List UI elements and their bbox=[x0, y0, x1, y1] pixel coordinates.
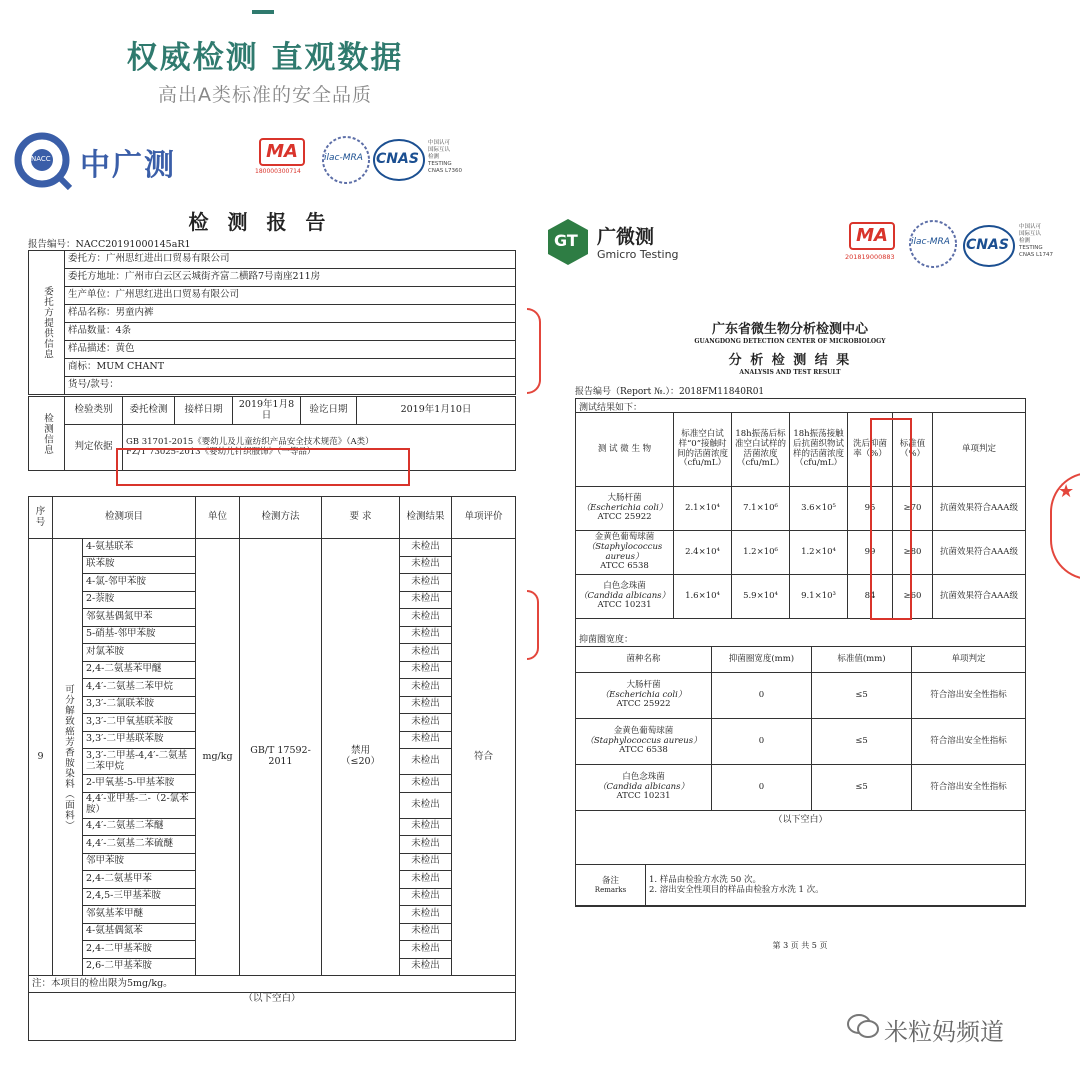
center-name: 广东省微生物分析检测中心 bbox=[711, 322, 868, 337]
zone-width: 0 bbox=[712, 719, 812, 765]
lab-name-cn: 广微测 bbox=[597, 226, 655, 248]
table-row bbox=[576, 719, 1026, 765]
test-item: 4,4′-二氨基二苯醚 bbox=[83, 818, 196, 836]
zone-width: 0 bbox=[712, 673, 812, 719]
inhibition-table: 菌种名称 抑菌圈宽度(mm) 标准值(mm) 单项判定 大肠杆菌 （Escherichia coli） ATCC 25922 0 ≤5 符合溶出安全性指标 金黄色葡萄球菌 （Staphylococcus aureus） ATCC 6538 0 ≤5 符合溶出安全性指标 白色念珠菌 （Candida albicans） ATCC 10231 0 ≤5 符合溶出安全性指标 bbox=[575, 646, 1026, 811]
remark-line: 1. 样品由检验方水洗 50 次。 bbox=[649, 874, 762, 885]
gmicro-logo-icon: GT bbox=[547, 218, 589, 266]
page-number: 第 3 页 共 5 页 bbox=[772, 941, 828, 950]
report-number: 报告编号（Report №.）：2018FM11840R01 bbox=[575, 387, 765, 397]
result-cell: 未检出 bbox=[400, 853, 452, 871]
test-item: 2,4-二氨基苯甲醚 bbox=[83, 661, 196, 679]
conc-sample: 9.1×10³ bbox=[790, 575, 848, 619]
result-cell: 未检出 bbox=[400, 818, 452, 836]
cnas-cert-icon: CNAS bbox=[963, 224, 1015, 268]
highlight-box bbox=[116, 448, 410, 486]
result-cell: 未检出 bbox=[400, 792, 452, 818]
highlight-box bbox=[870, 418, 912, 620]
item-judgement: 符合溶出安全性指标 bbox=[912, 719, 1026, 765]
test-item: 2,4-二氨基甲苯 bbox=[83, 871, 196, 889]
stamp-fragment-right: ★ bbox=[1050, 472, 1080, 580]
result-cell: 未检出 bbox=[400, 906, 452, 924]
detection-limit-note: 注：本项目的检出限为5mg/kg。 bbox=[29, 976, 516, 993]
client-row: 生产单位：广州思红进出口贸易有限公司 bbox=[65, 287, 516, 305]
result-cell: 未检出 bbox=[400, 696, 452, 714]
nacc-logo-icon bbox=[14, 132, 72, 190]
table-row bbox=[576, 765, 1026, 811]
organism-atcc: ATCC 25922 bbox=[616, 699, 671, 710]
table-row bbox=[576, 487, 1026, 531]
basis-line-1: GB 31701-2015《婴幼儿及儿童纺织产品安全技术规范》（A类） bbox=[126, 436, 374, 447]
client-row: 商标：MUM CHANT bbox=[65, 359, 516, 377]
organism-latin: （Candida albicans） bbox=[579, 590, 671, 601]
report-title: 检 测 报 告 bbox=[188, 210, 332, 234]
wechat-icon bbox=[846, 1012, 880, 1040]
standard-value: ≥60 bbox=[893, 575, 933, 619]
organism-atcc: ATCC 10231 bbox=[616, 791, 671, 802]
client-row: 委托方地址：广州市白云区云城街齐富二横路7号南座211房 bbox=[65, 269, 516, 287]
table-row bbox=[29, 539, 516, 557]
stamp-fragment-left bbox=[527, 308, 541, 394]
test-item: 邻氨基苯甲醚 bbox=[83, 906, 196, 924]
test-item: 4,4′-二氨基二苯硫醚 bbox=[83, 836, 196, 854]
result-cell: 未检出 bbox=[400, 679, 452, 697]
test-item: 对氯苯胺 bbox=[83, 644, 196, 662]
test-item: 2,4-二甲基苯胺 bbox=[83, 941, 196, 959]
organism-latin: （Escherichia coli） bbox=[581, 502, 668, 513]
organism-atcc: ATCC 6538 bbox=[619, 745, 668, 756]
center-name-en: GUANGDONG DETECTION CENTER OF MICROBIOLOGY bbox=[694, 338, 886, 345]
cnas-caption: 中国认可 国际互认 检测 TESTING CNAS L7360 bbox=[428, 140, 463, 174]
stamp-fragment-left-2 bbox=[527, 590, 539, 660]
basis-line-2: FZ/T 73025-2013《婴幼儿针织服饰》（一等品） bbox=[126, 446, 316, 457]
result-cell: 未检出 bbox=[400, 923, 452, 941]
ilac-cert-icon: ilac-MRA bbox=[907, 218, 959, 270]
test-item: 3,3′-二甲基联苯胺 bbox=[83, 731, 196, 749]
test-item: 3,3′-二甲基-4,4′-二氨基二苯甲烷 bbox=[83, 749, 196, 775]
lab-name-en: Gmicro Testing bbox=[597, 248, 679, 261]
standard-value: ≥70 bbox=[893, 487, 933, 531]
cnas-caption: 中国认可 国际互认 检测 TESTING CNAS L1747 bbox=[1019, 224, 1054, 258]
organism-name: 大肠杆菌 bbox=[626, 679, 661, 690]
result-cell: 未检出 bbox=[400, 556, 452, 574]
test-item: 2,4,5-三甲基苯胺 bbox=[83, 888, 196, 906]
client-row: 样品数量：4条 bbox=[65, 323, 516, 341]
ilac-cert-icon: ilac-MRA bbox=[320, 134, 372, 186]
antibacterial-table: 测 试 微 生 物 标准空白试样“0”接触时间的活菌浓度（cfu/mL） 18h振荡后标准空白试样的活菌浓度（cfu/mL） 18h振荡接触后抗菌织物试样的活菌浓度（cfu/mL） 洗后抑菌率（%） 标准值（%） 单项判定 大肠杆菌 （Escherichia coli） ATCC 25922 2.1×10⁴ 7.1×10⁶ 3.6×10⁵ 95 ≥70 抗菌效果符合AAA级 金黄色葡萄球菌 （Staphylococcus aureus） ATCC 6538 2.4×10⁴ 1.2×10⁶ 1.2×10⁴ 99 ≥80 抗菌效果符合AAA级 白色念珠菌 （Candida albicans） ATCC 10231 1.6×10⁴ 5.9×10⁴ 9.1×10³ 84 ≥60 抗菌效果符合AAA级 bbox=[575, 412, 1026, 619]
result-cell: 未检出 bbox=[400, 714, 452, 732]
standard-value: ≤5 bbox=[812, 765, 912, 811]
remarks-table bbox=[575, 864, 1026, 907]
left-report bbox=[10, 122, 528, 1072]
zone-width: 0 bbox=[712, 765, 812, 811]
item-judgement: 符合溶出安全性指标 bbox=[912, 765, 1026, 811]
results-table: 序号 检测项目 单位 检测方法 要 求 检测结果 单项评价 9 可分解致癌芳香胺染料（面料） 4-氨基联苯 mg/kg GB/T 17592-2011 禁用 （≤20） 未检出 符合 联苯胺 未检出 4-氯-邻甲苯胺 未检出 2-萘胺 未检出 邻氨基偶氮甲苯 未检出 5-硝基-邻甲苯胺 未检出 对氯苯胺 未检出 2,4-二氨基苯甲醚 未检出 4,4′-二氨基二苯甲烷 未检出 3,3′-二氯联苯胺 未检出 3,3′-二甲氧基联苯胺 未检出 3,3′-二甲基联苯胺 未检出 3,3′-二甲基-4,4′-二氨基二苯甲烷 未检出 2-甲氧基-5-甲基苯胺 未检出 4,4′-亚甲基-二-（2-氯苯胺） 未检出 4,4′-二氨基二苯醚 未检出 4,4′-二氨基二苯硫醚 未检出 邻甲苯胺 未检出 2,4-二氨基甲苯 未检出 2,4,5-三甲基苯胺 未检出 邻氨基苯甲醚 未检出 4-氨基偶氮苯 未检出 2,4-二甲基苯胺 未检出 2,6-二甲基苯胺 未检出 注：本项目的检出限为5mg/kg。 （以下空白） bbox=[28, 496, 516, 1041]
judgement-cell: 符合 bbox=[452, 539, 516, 976]
row-number: 9 bbox=[29, 539, 53, 976]
client-info-table bbox=[28, 250, 516, 395]
standard-value: ≤5 bbox=[812, 719, 912, 765]
result-cell: 未检出 bbox=[400, 644, 452, 662]
organism-latin: （Staphylococcus aureus） bbox=[585, 735, 702, 746]
result-cell: 未检出 bbox=[400, 626, 452, 644]
method-cell: GB/T 17592-2011 bbox=[240, 539, 322, 976]
remarks-label: 备注 bbox=[601, 875, 619, 886]
result-cell: 未检出 bbox=[400, 871, 452, 889]
item-judgement: 抗菌效果符合AAA级 bbox=[933, 531, 1026, 575]
right-report bbox=[535, 200, 1080, 980]
client-row: 货号/款号： bbox=[65, 377, 516, 395]
standard-value: ≤5 bbox=[812, 673, 912, 719]
table-row bbox=[576, 575, 1026, 619]
test-item: 邻甲苯胺 bbox=[83, 853, 196, 871]
test-item: 3,3′-二氯联苯胺 bbox=[83, 696, 196, 714]
test-info-table: 检测信息 检验类别 委托检测 接样日期 2019年1月8日 验讫日期 2019年1月10日 判定依据 GB 31701-2015《婴幼儿及儿童纺织产品安全技术规范》（A类） FZ/T 73025-2013《婴幼儿针织服饰》（一等品） bbox=[28, 396, 516, 471]
test-item: 2,6-二甲基苯胺 bbox=[83, 958, 196, 976]
test-item: 2-萘胺 bbox=[83, 591, 196, 609]
headline: 权威检测 直观数据 bbox=[126, 40, 404, 76]
organism-name: 白色念珠菌 bbox=[622, 771, 665, 782]
client-row: 样品名称：男童内裤 bbox=[65, 305, 516, 323]
client-section-label: 委托方提供信息 bbox=[41, 285, 53, 360]
test-item: 4-氯-邻甲苯胺 bbox=[83, 574, 196, 592]
report-number: 报告编号：NACC20191000145aR1 bbox=[28, 239, 191, 250]
inhibition-rate: 95 bbox=[848, 487, 893, 531]
organism-name: 白色念珠菌 bbox=[603, 580, 646, 591]
item-judgement: 抗菌效果符合AAA级 bbox=[933, 487, 1026, 531]
unit-cell: mg/kg bbox=[196, 539, 240, 976]
nacc-text: NACC bbox=[31, 155, 51, 163]
result-cell: 未检出 bbox=[400, 775, 452, 793]
result-cell: 未检出 bbox=[400, 731, 452, 749]
section-1-label: 测试结果如下： bbox=[579, 403, 643, 413]
organism-atcc: ATCC 25922 bbox=[597, 512, 652, 523]
conc-sample: 1.2×10⁴ bbox=[790, 531, 848, 575]
requirement-cell: 禁用 （≤20） bbox=[322, 539, 400, 976]
conc-0h: 2.1×10⁴ bbox=[674, 487, 732, 531]
section-2-label: 抑菌圈宽度： bbox=[579, 635, 634, 645]
organism-latin: （Staphylococcus aureus） bbox=[586, 541, 663, 562]
ma-cert-icon: MA 201819000883 bbox=[845, 222, 905, 266]
conc-blank: 1.2×10⁶ bbox=[732, 531, 790, 575]
test-item: 4,4′-亚甲基-二-（2-氯苯胺） bbox=[83, 792, 196, 818]
result-cell: 未检出 bbox=[400, 539, 452, 557]
remarks-label-en: Remarks bbox=[594, 886, 627, 895]
result-cell: 未检出 bbox=[400, 591, 452, 609]
standard-value: ≥80 bbox=[893, 531, 933, 575]
item-judgement: 抗菌效果符合AAA级 bbox=[933, 575, 1026, 619]
organism-atcc: ATCC 6538 bbox=[600, 561, 649, 572]
subtitle: 高出A类标准的安全品质 bbox=[158, 84, 372, 106]
result-cell: 未检出 bbox=[400, 941, 452, 959]
test-item: 4-氨基偶氮苯 bbox=[83, 923, 196, 941]
ma-cert-icon: MA 180000300714 bbox=[255, 138, 311, 178]
conc-blank: 7.1×10⁶ bbox=[732, 487, 790, 531]
organism-name: 大肠杆菌 bbox=[607, 492, 642, 503]
organism-latin: （Escherichia coli） bbox=[600, 689, 687, 700]
result-cell: 未检出 bbox=[400, 749, 452, 775]
result-cell: 未检出 bbox=[400, 836, 452, 854]
result-title-en: ANALYSIS AND TEST RESULT bbox=[739, 369, 841, 376]
test-item: 5-硝基-邻甲苯胺 bbox=[83, 626, 196, 644]
organism-name: 金黄色葡萄球菌 bbox=[613, 725, 674, 736]
inhibition-rate: 84 bbox=[848, 575, 893, 619]
organism-atcc: ATCC 10231 bbox=[597, 600, 652, 611]
blank-marker: （以下空白） bbox=[773, 815, 828, 825]
test-item: 3,3′-二甲氧基联苯胺 bbox=[83, 714, 196, 732]
test-item: 4-氨基联苯 bbox=[83, 539, 196, 557]
test-item: 2-甲氧基-5-甲基苯胺 bbox=[83, 775, 196, 793]
cnas-cert-icon: CNAS bbox=[373, 138, 425, 182]
conc-blank: 5.9×10⁴ bbox=[732, 575, 790, 619]
watermark-text: 米粒妈频道 bbox=[884, 1018, 1004, 1046]
conc-0h: 2.4×10⁴ bbox=[674, 531, 732, 575]
inhibition-rate: 99 bbox=[848, 531, 893, 575]
organism-latin: （Candida albicans） bbox=[597, 781, 690, 792]
test-item: 联苯胺 bbox=[83, 556, 196, 574]
item-judgement: 符合溶出安全性指标 bbox=[912, 673, 1026, 719]
blank-marker: （以下空白） bbox=[29, 993, 516, 1041]
table-row bbox=[576, 531, 1026, 575]
test-item: 邻氨基偶氮甲苯 bbox=[83, 609, 196, 627]
conc-0h: 1.6×10⁴ bbox=[674, 575, 732, 619]
result-cell: 未检出 bbox=[400, 958, 452, 976]
lab-name: 中广测 bbox=[80, 148, 176, 183]
conc-sample: 3.6×10⁵ bbox=[790, 487, 848, 531]
category-label: 可分解致癌芳香胺染料（面料） bbox=[62, 683, 74, 831]
accent-bar bbox=[252, 10, 274, 14]
remark-line: 2. 溶出安全性项目的样品由检验方水洗 1 次。 bbox=[649, 884, 824, 895]
test-item: 4,4′-二氨基二苯甲烷 bbox=[83, 679, 196, 697]
table-row bbox=[576, 673, 1026, 719]
client-row: 样品描述：黄色 bbox=[65, 341, 516, 359]
result-cell: 未检出 bbox=[400, 661, 452, 679]
result-cell: 未检出 bbox=[400, 888, 452, 906]
client-row: 委托方：广州思红进出口贸易有限公司 bbox=[65, 251, 516, 269]
result-title: 分 析 检 测 结 果 bbox=[728, 353, 852, 368]
result-cell: 未检出 bbox=[400, 574, 452, 592]
organism-name: 金黄色葡萄球菌 bbox=[594, 531, 655, 542]
result-cell: 未检出 bbox=[400, 609, 452, 627]
